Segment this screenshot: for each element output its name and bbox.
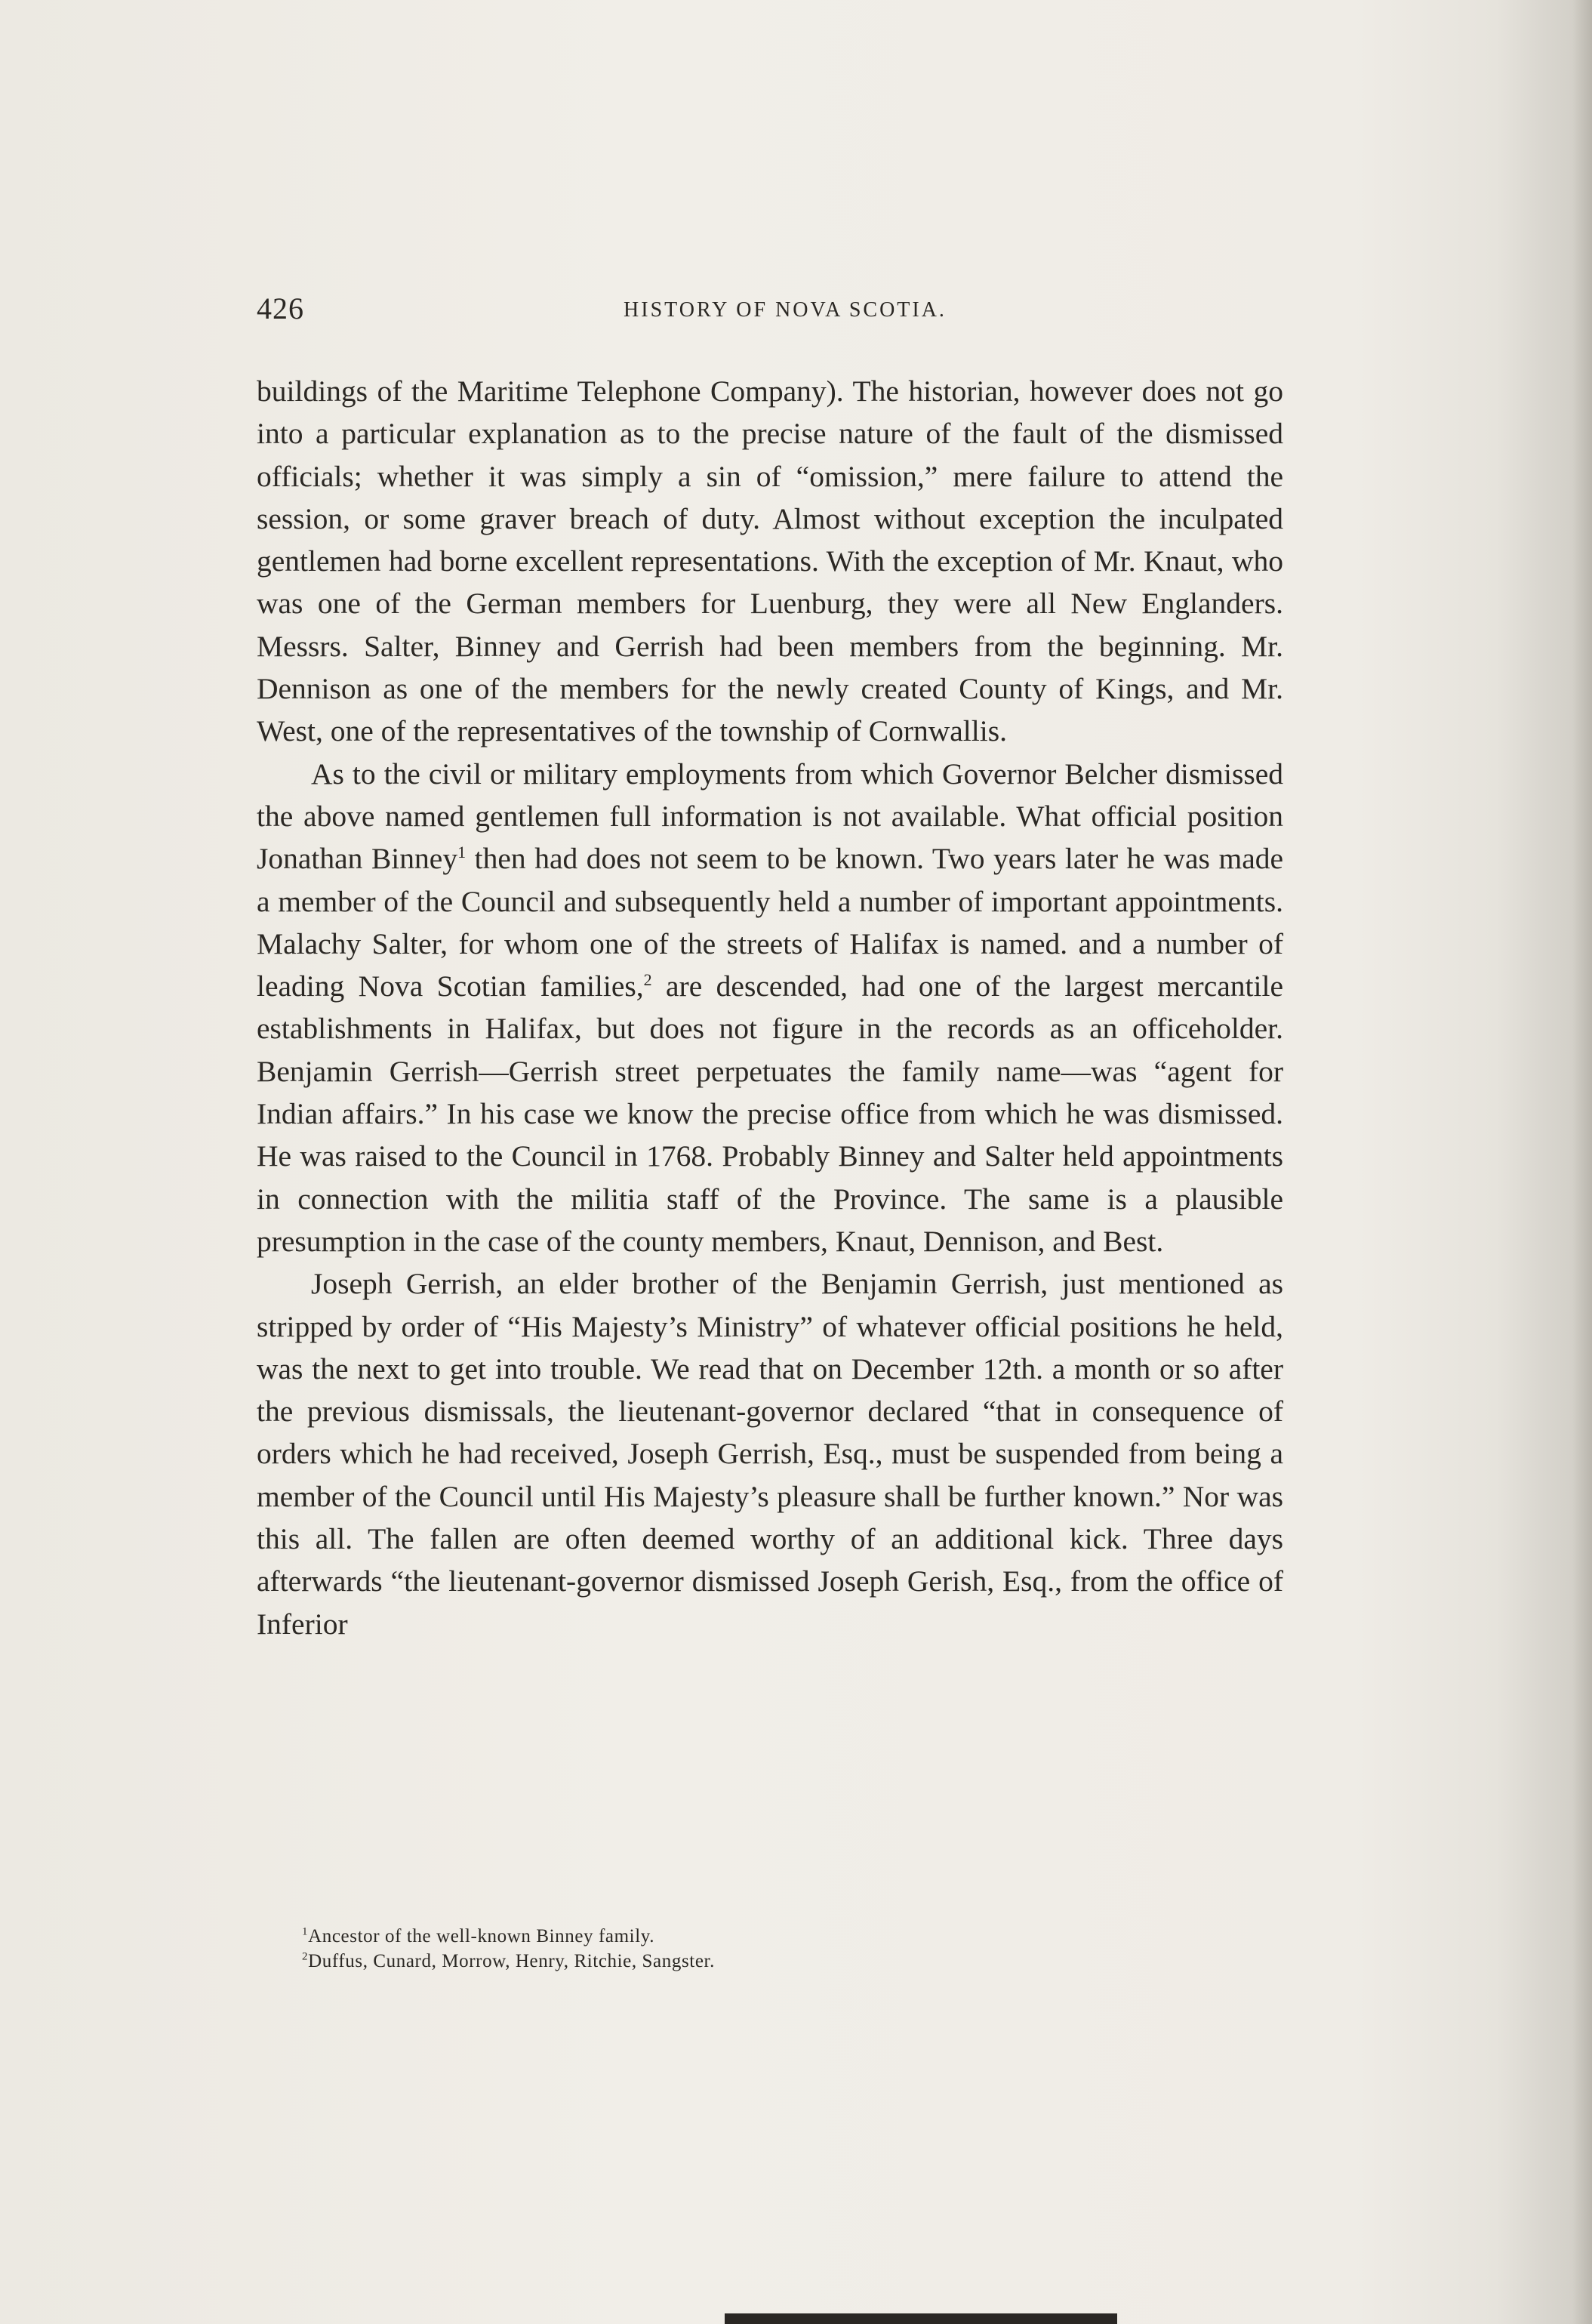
footnote-reference: 1	[457, 843, 467, 862]
paragraph-text: As to the civil or military employments from which Governor Belcher dismissed the above named gentlemen full information is not available. What official position Jonathan Binney	[257, 757, 1283, 876]
page-header	[257, 291, 1283, 336]
footnote-reference: 2	[643, 970, 652, 989]
footnotes	[302, 1924, 1283, 1974]
running-head: HISTORY OF NOVA SCOTIA.	[624, 298, 947, 322]
footnote	[302, 1949, 1283, 1974]
footnote-mark: 1	[302, 1925, 309, 1938]
paragraph	[257, 370, 1283, 753]
footnote-text: Ancestor of the well-known Binney family.	[308, 1926, 655, 1946]
footnote	[302, 1924, 1283, 1949]
body-text	[257, 370, 1283, 1645]
paragraph-text: are descended, had one of the largest mercantile establishments in Halifax, but does not figure in the records as an officeholder. Benjamin Gerrish—Gerrish street perpetuates the family name—was “agent for Indian affairs.” In his case we know the precise office from which he was dismissed. He was raised to the Council in 1768. Probably Binney and Salter held appointments in connection with the militia staff of the Province. The same is a plausible presumption in the case of the county members, Knaut, Dennison, and Best.	[257, 969, 1283, 1258]
paragraph-text: buildings of the Maritime Telephone Company). The historian, however does not go into a particular explanation as to the precise nature of the fault of the dismissed officials; whether it was simply a sin of “omission,” mere failure to attend the session, or some graver breach of duty. Almost without exception the inculpated gentlemen had borne excellent representations. With the exception of Mr. Knaut, who was one of the German members for Luenburg, they were all New Englanders. Messrs. Salter, Binney and Gerrish had been members from the beginning. Mr. Dennison as one of the members for the newly created County of Kings, and Mr. West, one of the representatives of the township of Cornwallis.	[257, 374, 1283, 748]
page-number: 426	[257, 291, 304, 325]
paragraph	[257, 1262, 1283, 1645]
scan-edge-mark	[725, 2313, 1117, 2324]
footnote-mark: 2	[302, 1950, 309, 1963]
paragraph-text: Joseph Gerrish, an elder brother of the Benjamin Gerrish, just mentioned as stripped by order of “His Majesty’s Ministry” of whatever official positions he held, was the next to get into trouble. We read that on December 12th. a month or so after the previous dismissals, the lieutenant-governor declared “that in consequence of orders which he had received, Joseph Gerrish, Esq., must be suspended from being a member of the Council until His Majesty’s pleasure shall be further known.” Nor was this all. The fallen are often deemed worthy of an additional kick. Three days afterwards “the lieutenant-governor dismissed Joseph Gerish, Esq., from the office of Inferior	[257, 1267, 1283, 1641]
page-edge-shadow	[1572, 0, 1592, 2324]
paragraph	[257, 753, 1283, 1263]
footnote-text: Duffus, Cunard, Morrow, Henry, Ritchie, Sangster.	[308, 1951, 715, 1971]
paragraph-text: then had does not seem to be known. Two years later he was made a member of the Council and subsequently held a number of important appointments. Malachy Salter, for whom one of the streets of Halifax is named. and a number of leading Nova Scotian families,	[257, 842, 1284, 1003]
